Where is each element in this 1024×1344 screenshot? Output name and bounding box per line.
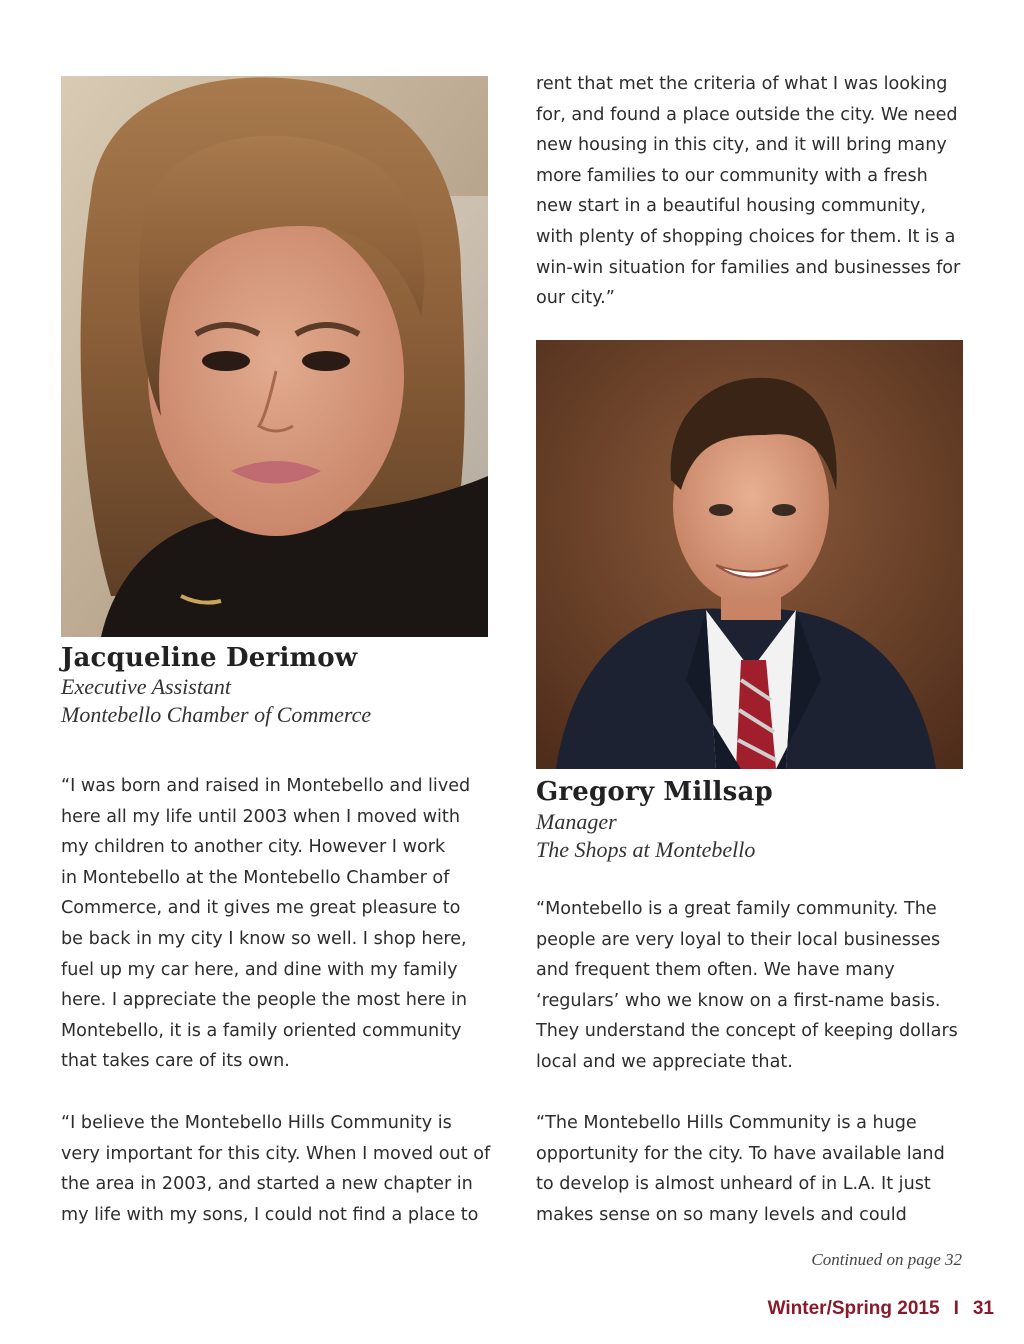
quote-paragraph: “I believe the Montebello Hills Community is very important for this city. When I moved out of the area in 2003, and started a new chapter in my life with my sons, I could not find a place to (61, 1113, 491, 1225)
person-title-jacqueline: Executive Assistant (61, 674, 232, 699)
person-name-jacqueline: Jacqueline Derimow (61, 643, 358, 673)
quote-paragraph: rent that met the criteria of what I was looking for, and found a place outside the city. We need new housing in this city, and it will bring many more families to our community with a fresh new start in a beautiful housing community, with plenty of shopping choices for them. It is a win-win situation for families and businesses for our city.” (536, 74, 961, 309)
quote-paragraph: “Montebello is a great family community. The people are very loyal to their local businesses and frequent them often. We have many ‘regulars’ who we know on a first-name basis. They understand the concept of keeping dollars local and we appreciate that. (536, 899, 958, 1072)
footer-separator: I (953, 1298, 959, 1319)
portrait-photo-gregory-millsap (536, 340, 963, 769)
person-title-gregory: Manager (536, 809, 617, 834)
quote-paragraph: “The Montebello Hills Community is a huge opportunity for the city. To have available land to develop is almost unheard of in L.A. It just makes sense on so many levels and could (536, 1113, 945, 1225)
portrait-photo-jacqueline-derimow (61, 76, 488, 637)
person-name-gregory: Gregory Millsap (536, 777, 773, 807)
person-organization-gregory: The Shops at Montebello (536, 837, 756, 862)
issue-label: Winter/Spring 2015 (767, 1298, 940, 1319)
page-footer (768, 1298, 994, 1320)
quote-paragraph: “I was born and raised in Montebello and lived here all my life until 2003 when I moved with my children to another city. However I work in Montebello at the Montebello Chamber of Commerce, and it gives me great pleasure to be back in my city I know so well. I shop here, fuel up my car here, and dine with my family here. I appreciate the people the most here in Montebello, it is a family oriented community that takes care of its own. (61, 776, 471, 1072)
person-organization-jacqueline: Montebello Chamber of Commerce (61, 702, 372, 727)
page-number: 31 (972, 1298, 994, 1319)
continued-on-page-link[interactable]: Continued on page 32 (811, 1250, 962, 1269)
